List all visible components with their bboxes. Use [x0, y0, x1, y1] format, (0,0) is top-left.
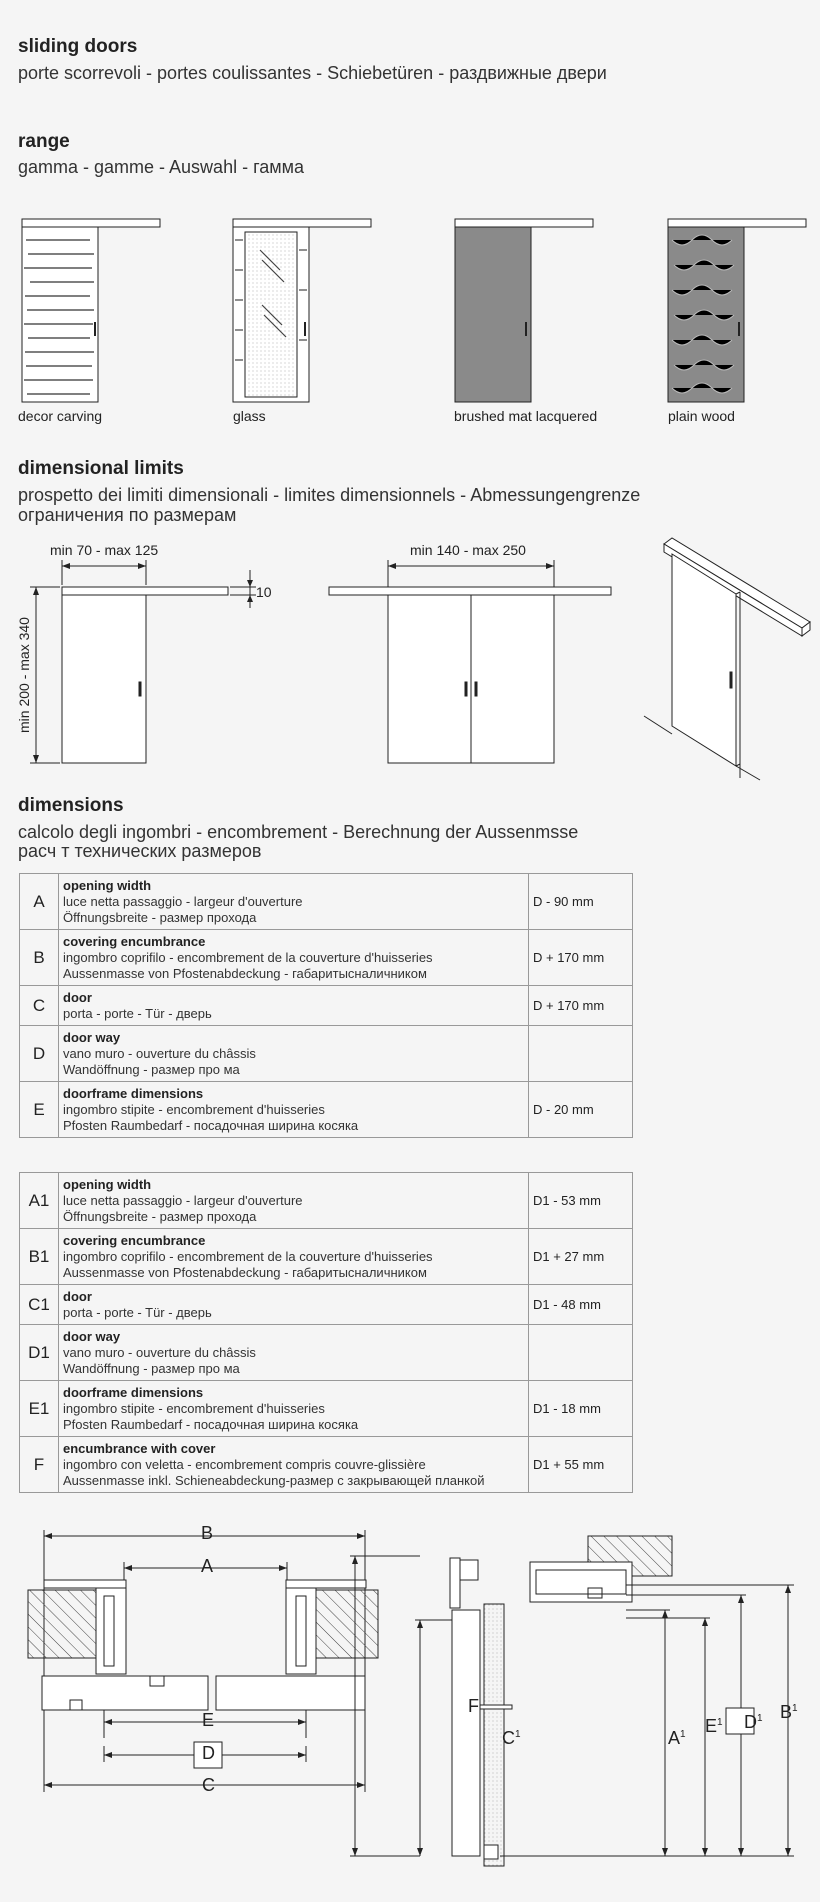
limits-subtitle-2: ограничения по размерам	[18, 505, 237, 525]
range-subtitle: gamma - gamme - Auswahl - гамма	[18, 157, 305, 177]
door-glass	[233, 219, 371, 402]
section-label-b1: $B^1$	[780, 1702, 798, 1722]
section-label-a1: $A^1$	[668, 1728, 686, 1748]
limits-height: min 200 - max 340	[15, 617, 32, 733]
section-label-d1: $D^1$	[744, 1712, 763, 1732]
table-row: B covering encumbrance ingombro coprifilo - encombrement de la couverture d'huisseries Aussenmasse von Pfostenabdeckung - габаритысналичником D + 170 mm	[20, 930, 633, 986]
dimensions-title: dimensions	[18, 795, 124, 816]
table-row: F encumbrance with cover ingombro con veletta - encombrement compris couvre-glissière Aussenmasse inkl. Schieneabdeckung-размер с закрывающей планкой D1 + 55 mm	[20, 1437, 633, 1493]
table-row: A1 opening width luce netta passaggio - largeur d'ouverture Öffnungsbreite - размер прохода D1 - 53 mm	[20, 1173, 633, 1229]
dimensions-subtitle-1: calcolo degli ingombri - encombrement - Berechnung der Aussenmsse	[18, 822, 579, 842]
limits-double-width: min 140 - max 250	[410, 542, 526, 558]
plan-label-e: E	[202, 1710, 215, 1730]
dimensions-table-1	[19, 873, 633, 1138]
table-row: D1 door way vano muro - ouverture du châssis Wandöffnung - размер про ма	[20, 1325, 633, 1381]
table-row: D door way vano muro - ouverture du châssis Wandöffnung - размер про ма	[20, 1026, 633, 1082]
section-view-drawing	[440, 1500, 810, 1870]
table-row: E doorframe dimensions ingombro stipite - encombrement d'huisseries Pfosten Raumbedarf - посадочная ширина косяка D - 20 mm	[20, 1082, 633, 1138]
range-label-4: plain wood	[668, 408, 735, 424]
door-brushed	[455, 219, 593, 402]
table-row: A opening width luce netta passaggio - largeur d'ouverture Öffnungsbreite - размер прохода D - 90 mm	[20, 874, 633, 930]
table-row: C door porta - porte - Tür - дверь D + 170 mm	[20, 986, 633, 1026]
table-row: B1 covering encumbrance ingombro coprifilo - encombrement de la couverture d'huisseries Aussenmasse von Pfostenabdeckung - габаритысналичником D1 + 27 mm	[20, 1229, 633, 1285]
plan-label-d: D	[202, 1743, 215, 1763]
plan-label-c: C	[202, 1775, 215, 1795]
range-title: range	[18, 131, 70, 152]
limits-title: dimensional limits	[18, 458, 184, 479]
door-plain-wood	[668, 219, 806, 402]
section-label-e1: $E^1$	[705, 1716, 723, 1736]
section-label-f: F	[468, 1696, 479, 1716]
range-label-1: decor carving	[18, 408, 103, 424]
table-row: C1 door porta - porte - Tür - дверь D1 - 48 mm	[20, 1285, 633, 1325]
page-subtitle: porte scorrevoli - portes coulissantes - Schiebetüren - раздвижные двери	[18, 63, 607, 83]
plan-label-a: A	[201, 1556, 214, 1576]
table-row: E1 doorframe dimensions ingombro stipite - encombrement d'huisseries Pfosten Raumbedarf - посадочная ширина косяка D1 - 18 mm	[20, 1381, 633, 1437]
door-decor-carving	[22, 219, 160, 402]
dimensions-subtitle-2: расч т технических размеров	[18, 841, 262, 861]
plan-label-b: B	[201, 1523, 214, 1543]
limits-single-width: min 70 - max 125	[50, 542, 159, 558]
range-label-2: glass	[233, 408, 266, 424]
dimensions-table-2	[19, 1172, 633, 1493]
limits-rail-height: 10	[256, 584, 272, 600]
range-label-3: brushed mat lacquered	[454, 408, 598, 424]
range-illustrations	[0, 210, 820, 410]
page-title: sliding doors	[18, 36, 138, 57]
section-label-c1: $C^1$	[502, 1728, 521, 1748]
plan-view-drawing	[0, 1510, 400, 1810]
limits-subtitle-1: prospetto dei limiti dimensionali - limites dimensionnels - Abmessungengrenze	[18, 485, 641, 505]
limits-drawings	[0, 530, 820, 790]
